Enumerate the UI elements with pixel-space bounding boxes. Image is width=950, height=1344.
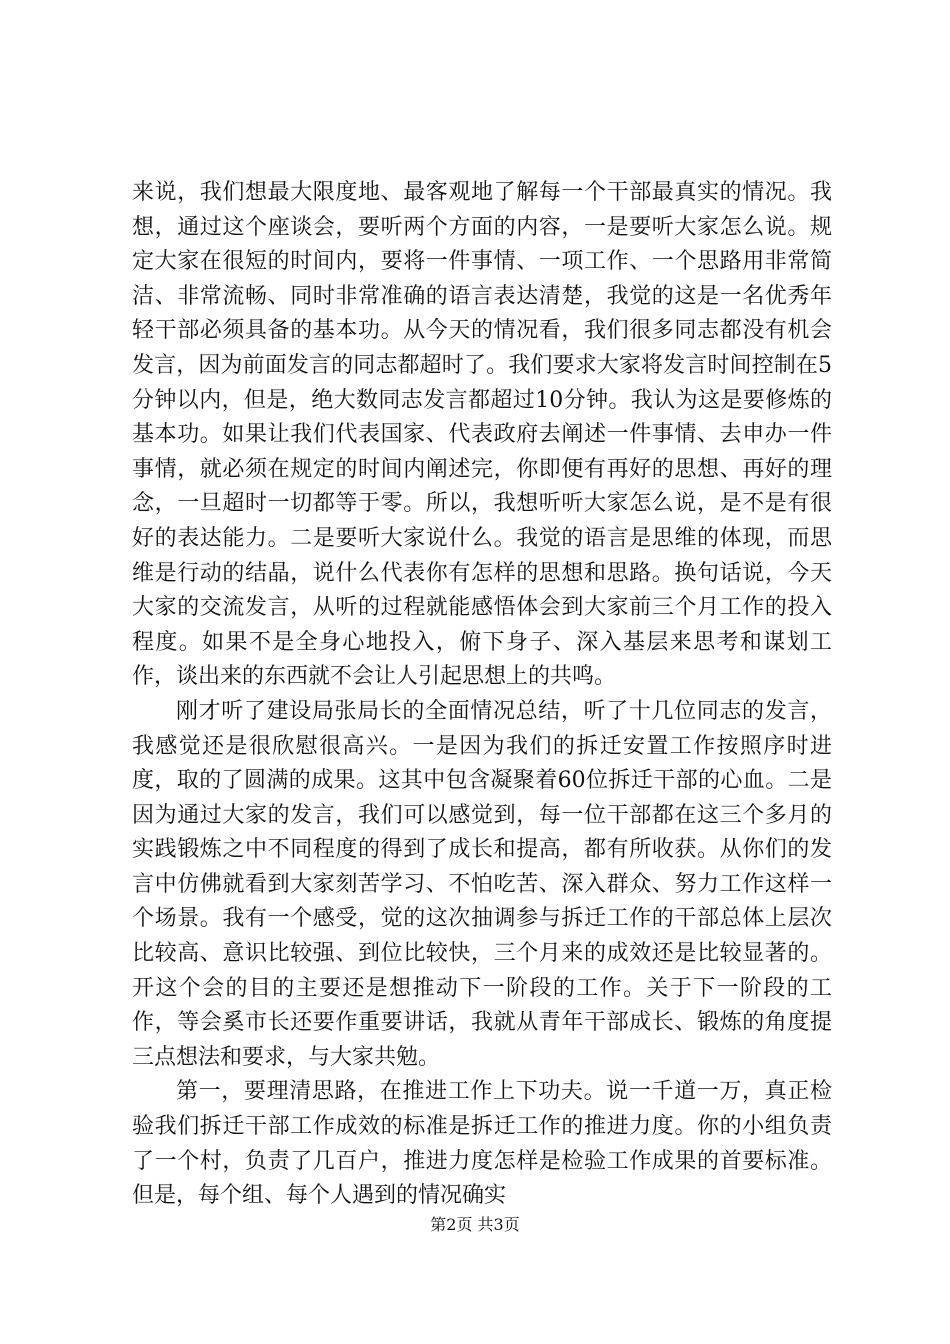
body-text (132, 176, 832, 1214)
paragraph-1: 来说，我们想最大限度地、最客观地了解每一个干部最真实的情况。我想，通过这个座谈会，要听两个方面的内容，一是要听大家怎么说。规定大家在很短的时间内，要将一件事情、一项工作、一个思路用非常简洁、非常流畅、同时非常准确的语言表达清楚，我觉的这是一名优秀年轻干部必须具备的基本功。从今天的情况看，我们很多同志都没有机会发言，因为前面发言的同志都超时了。我们要求大家将发言时间控制在5分钟以内，但是，绝大数同志发言都超过10分钟。我认为这是要修炼的基本功。如果让我们代表国家、代表政府去阐述一件事情、去申办一件事情，就必须在规定的时间内阐述完，你即便有再好的思想、再好的理念，一旦超时一切都等于零。所以，我想听听大家怎么说，是不是有很好的表达能力。二是要听大家说什么。我觉的语言是思维的体现，而思维是行动的结晶，说什么代表你有怎样的思想和思路。换句话说，今天大家的交流发言，从听的过程就能感悟体会到大家前三个月工作的投入程度。如果不是全身心地投入，俯下身子、深入基层来思考和谋划工作，谈出来的东西就不会让人引起思想上的共鸣。 (132, 180, 832, 690)
paragraph-2: 刚才听了建设局张局长的全面情况总结，听了十几位同志的发言，我感觉还是很欣慰很高兴。一是因为我们的拆迁安置工作按照序时进度，取的了圆满的成果。这其中包含凝聚着60位拆迁干部的心血。二是因为通过大家的发言，我们可以感觉到，每一位干部都在这三个多月的实践锻炼之中不同程度的得到了成长和提高，都有所收获。从你们的发言中仿佛就看到大家刻苦学习、不怕吃苦、深入群众、努力工作这样一个场景。我有一个感受，觉的这次抽调参与拆迁工作的干部总体上层次比较高、意识比较强、到位比较快，三个月来的成效还是比较显著的。开这个会的目的主要还是想推动下一阶段的工作。关于下一阶段的工作，等会奚市长还要作重要讲话，我就从青年干部成长、锻炼的角度提三点想法和要求，与大家共勉。 (132, 698, 832, 1070)
page-footer: 第2页 共3页 (430, 1215, 520, 1234)
paragraph-3: 第一，要理清思路，在推进工作上下功夫。说一千道一万，真正检验我们拆迁干部工作成效的标准是拆迁工作的推进力度。你的小组负责了一个村，负责了几百户，推进力度怎样是检验工作成果的首要标准。但是，每个组、每个人遇到的情况确实 (132, 1079, 832, 1209)
